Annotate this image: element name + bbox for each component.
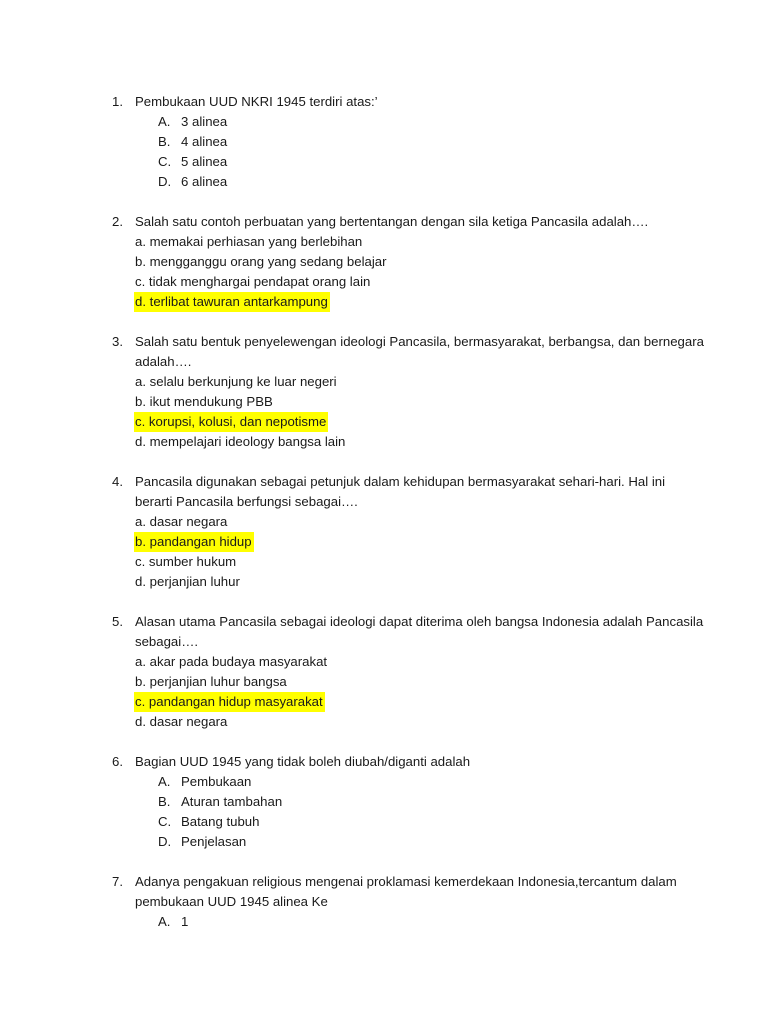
- option-text: b. perjanjian luhur bangsa: [135, 674, 287, 689]
- question-number: 7.: [112, 874, 123, 889]
- option-text: Batang tubuh: [181, 814, 260, 829]
- option-text: 5 alinea: [181, 154, 228, 169]
- question-number: 4.: [112, 474, 123, 489]
- option-letter: B.: [158, 134, 171, 149]
- option-text: a. memakai perhiasan yang berlebihan: [135, 234, 363, 249]
- question-text-continued: pembukaan UUD 1945 alinea Ke: [135, 894, 328, 909]
- option-text: 4 alinea: [181, 134, 228, 149]
- question-text: Pembukaan UUD NKRI 1945 terdiri atas:’: [135, 94, 378, 109]
- highlighted-answer: d. terlibat tawuran antarkampung: [134, 292, 330, 312]
- question-text: Salah satu bentuk penyelewengan ideologi Pancasila, bermasyarakat, berbangsa, dan bernegara: [135, 334, 704, 349]
- question-text: Pancasila digunakan sebagai petunjuk dalam kehidupan bermasyarakat sehari-hari. Hal ini: [135, 474, 666, 489]
- option-text: d. dasar negara: [135, 714, 228, 729]
- question-text-continued: adalah….: [135, 354, 192, 369]
- question-number: 2.: [112, 214, 123, 229]
- question-text: Salah satu contoh perbuatan yang bertentangan dengan sila ketiga Pancasila adalah….: [135, 214, 649, 229]
- question-number: 6.: [112, 754, 123, 769]
- question-text: Alasan utama Pancasila sebagai ideologi dapat diterima oleh bangsa Indonesia adalah Pancasila: [135, 614, 704, 629]
- option-text: 6 alinea: [181, 174, 228, 189]
- option-text: c. tidak menghargai pendapat orang lain: [135, 274, 371, 289]
- option-letter: D.: [158, 834, 172, 849]
- option-letter: A.: [158, 914, 171, 929]
- option-text: Penjelasan: [181, 834, 247, 849]
- question-text: Bagian UUD 1945 yang tidak boleh diubah/diganti adalah: [135, 754, 471, 769]
- option-text: d. mempelajari ideology bangsa lain: [135, 434, 346, 449]
- option-text: Aturan tambahan: [181, 794, 283, 809]
- option-text: b. ikut mendukung PBB: [135, 394, 273, 409]
- highlighted-answer: b. pandangan hidup: [134, 532, 254, 552]
- option-letter: C.: [158, 154, 172, 169]
- option-text: a. akar pada budaya masyarakat: [135, 654, 328, 669]
- option-letter: A.: [158, 774, 171, 789]
- option-letter: D.: [158, 174, 172, 189]
- option-letter: A.: [158, 114, 171, 129]
- option-text: a. selalu berkunjung ke luar negeri: [135, 374, 337, 389]
- option-text: a. dasar negara: [135, 514, 228, 529]
- highlighted-answer: c. pandangan hidup masyarakat: [134, 692, 325, 712]
- question-number: 3.: [112, 334, 123, 349]
- option-letter: B.: [158, 794, 171, 809]
- highlighted-answer: c. korupsi, kolusi, dan nepotisme: [134, 412, 328, 432]
- option-text: c. sumber hukum: [135, 554, 237, 569]
- question-text-continued: berarti Pancasila berfungsi sebagai….: [135, 494, 358, 509]
- question-number: 5.: [112, 614, 123, 629]
- option-text: 1: [181, 914, 189, 929]
- option-letter: C.: [158, 814, 172, 829]
- option-text: d. perjanjian luhur: [135, 574, 240, 589]
- question-text-continued: sebagai….: [135, 634, 199, 649]
- option-text: Pembukaan: [181, 774, 252, 789]
- question-text: Adanya pengakuan religious mengenai proklamasi kemerdekaan Indonesia,tercantum dalam: [135, 874, 677, 889]
- question-number: 1.: [112, 94, 123, 109]
- option-text: b. mengganggu orang yang sedang belajar: [135, 254, 387, 269]
- option-text: 3 alinea: [181, 114, 228, 129]
